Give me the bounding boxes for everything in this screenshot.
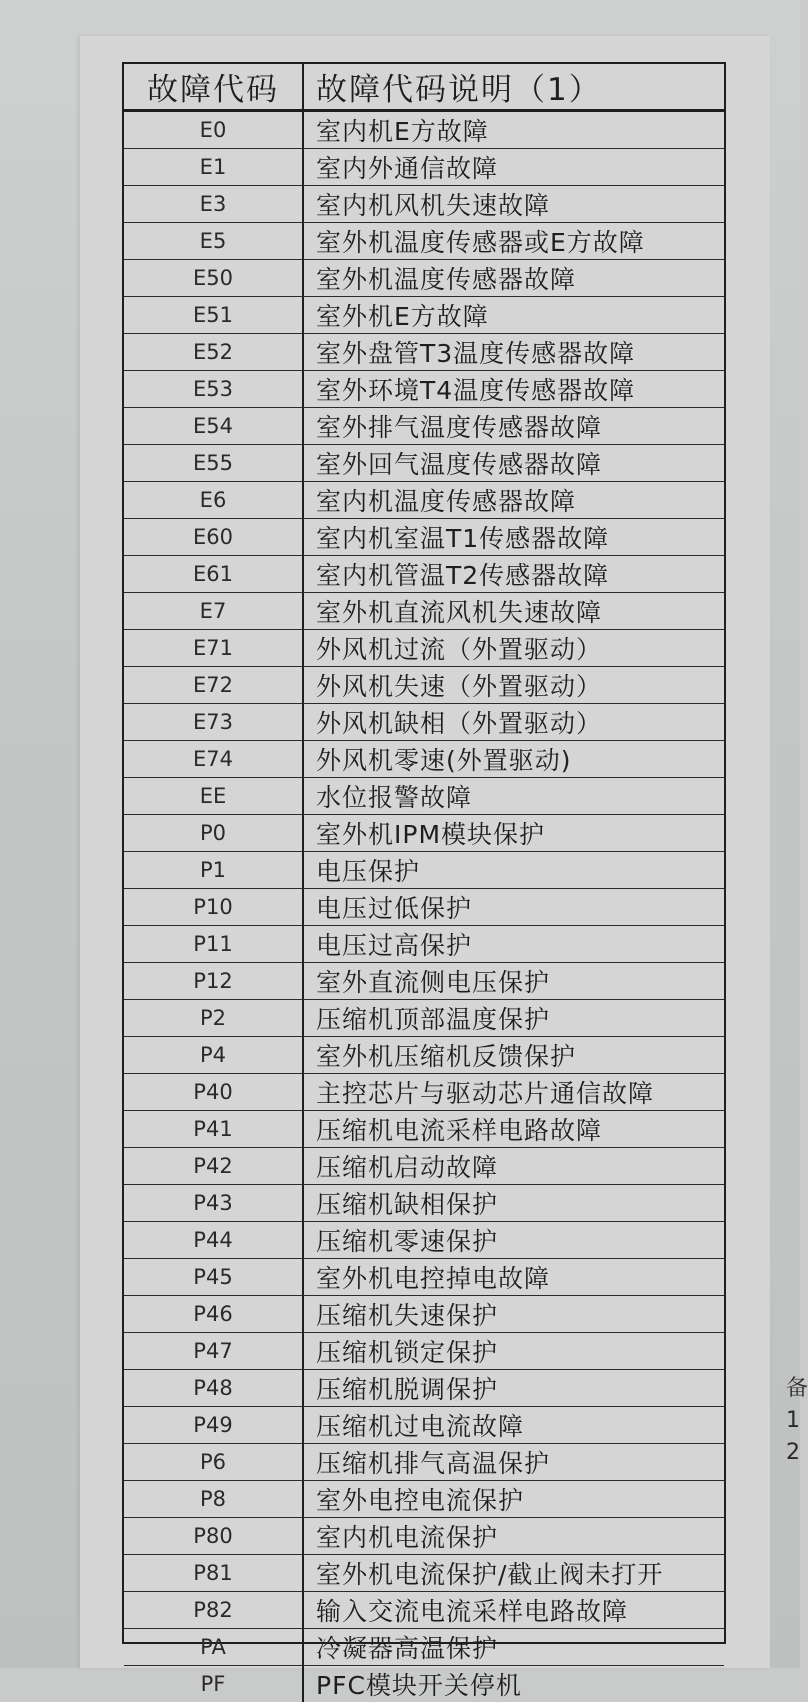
table-row xyxy=(124,1481,724,1518)
fault-code: E50 xyxy=(124,260,304,296)
fault-code: P47 xyxy=(124,1333,304,1369)
fault-code: P12 xyxy=(124,963,304,999)
table-row xyxy=(124,519,724,556)
table-row xyxy=(124,445,724,482)
header-code: 故障代码 xyxy=(124,64,304,109)
fault-code: E7 xyxy=(124,593,304,629)
fault-description: 压缩机脱调保护 xyxy=(316,1375,499,1404)
fault-code: E73 xyxy=(124,704,304,740)
fault-description: 压缩机零速保护 xyxy=(316,1227,499,1256)
table-row xyxy=(124,334,724,371)
fault-code-table xyxy=(122,62,726,1700)
fault-description: 室外机电控掉电故障 xyxy=(316,1264,551,1293)
fault-description: 室内机风机失速故障 xyxy=(316,191,551,220)
fault-description: PFC模块开关停机 xyxy=(316,1671,522,1700)
table-row xyxy=(124,1000,724,1037)
edge-fragment: 2 xyxy=(786,1440,800,1465)
fault-description: 外风机失速（外置驱动） xyxy=(316,672,603,701)
fault-code: P2 xyxy=(124,1000,304,1036)
fault-code: P46 xyxy=(124,1296,304,1332)
fault-description: 电压过高保护 xyxy=(316,931,473,960)
table-row xyxy=(124,112,724,149)
fault-description: 室外直流侧电压保护 xyxy=(316,968,551,997)
fault-description: 压缩机电流采样电路故障 xyxy=(316,1116,603,1145)
table-row xyxy=(124,149,724,186)
header-description: 故障代码说明（1） xyxy=(316,72,602,108)
fault-code: P1 xyxy=(124,852,304,888)
fault-code: P48 xyxy=(124,1370,304,1406)
fault-description: 室内机E方故障 xyxy=(316,117,489,146)
table-row xyxy=(124,1259,724,1296)
fault-code: P82 xyxy=(124,1592,304,1628)
fault-code: P8 xyxy=(124,1481,304,1517)
fault-description: 室外电控电流保护 xyxy=(316,1486,525,1515)
fault-code: P0 xyxy=(124,815,304,851)
fault-code: E72 xyxy=(124,667,304,703)
table-row xyxy=(124,1555,724,1592)
table-row xyxy=(124,667,724,704)
fault-code: E54 xyxy=(124,408,304,444)
fault-description: 室内机室温T1传感器故障 xyxy=(316,524,610,553)
table-row xyxy=(124,1111,724,1148)
fault-code: P11 xyxy=(124,926,304,962)
table-row xyxy=(124,1629,724,1666)
table-header xyxy=(124,64,724,112)
fault-code: E74 xyxy=(124,741,304,777)
table-row xyxy=(124,852,724,889)
fault-code: P42 xyxy=(124,1148,304,1184)
fault-description: 压缩机锁定保护 xyxy=(316,1338,499,1367)
fault-description: 室外回气温度传感器故障 xyxy=(316,450,603,479)
table-row xyxy=(124,926,724,963)
table-row xyxy=(124,1074,724,1111)
fault-code: P6 xyxy=(124,1444,304,1480)
table-row xyxy=(124,1370,724,1407)
table-row xyxy=(124,704,724,741)
fault-code: E0 xyxy=(124,112,304,148)
fault-description: 电压保护 xyxy=(316,857,421,886)
fault-description: 室内机管温T2传感器故障 xyxy=(316,561,610,590)
fault-code: E1 xyxy=(124,149,304,185)
fault-description: 压缩机失速保护 xyxy=(316,1301,499,1330)
fault-description: 室外机温度传感器或E方故障 xyxy=(316,228,645,257)
table-row xyxy=(124,1185,724,1222)
fault-description: 室外机温度传感器故障 xyxy=(316,265,577,294)
fault-code: P40 xyxy=(124,1074,304,1110)
table-row xyxy=(124,1592,724,1629)
fault-description: 压缩机顶部温度保护 xyxy=(316,1005,551,1034)
fault-description: 室内外通信故障 xyxy=(316,154,499,183)
table-row xyxy=(124,1518,724,1555)
fault-description: 室内机电流保护 xyxy=(316,1523,499,1552)
fault-description: 室外排气温度传感器故障 xyxy=(316,413,603,442)
fault-description: 外风机缺相（外置驱动） xyxy=(316,709,603,738)
table-row xyxy=(124,1148,724,1185)
fault-code: P10 xyxy=(124,889,304,925)
fault-code: E55 xyxy=(124,445,304,481)
table-row xyxy=(124,889,724,926)
fault-description: 室内机温度传感器故障 xyxy=(316,487,577,516)
fault-code: P44 xyxy=(124,1222,304,1258)
table-row xyxy=(124,186,724,223)
fault-description: 室外盘管T3温度传感器故障 xyxy=(316,339,636,368)
fault-code: P45 xyxy=(124,1259,304,1295)
fault-code: P81 xyxy=(124,1555,304,1591)
table-row xyxy=(124,963,724,1000)
fault-code: E3 xyxy=(124,186,304,222)
edge-fragment: 1 xyxy=(786,1408,800,1433)
table-row xyxy=(124,1407,724,1444)
table-row xyxy=(124,1666,724,1702)
table-row xyxy=(124,223,724,260)
fault-code: P4 xyxy=(124,1037,304,1073)
table-row xyxy=(124,593,724,630)
fault-description: 压缩机排气高温保护 xyxy=(316,1449,551,1478)
fault-description: 压缩机缺相保护 xyxy=(316,1190,499,1219)
fault-description: 室外机电流保护/截止阀未打开 xyxy=(316,1560,664,1589)
fault-description: 室外环境T4温度传感器故障 xyxy=(316,376,636,405)
table-row xyxy=(124,408,724,445)
table-row xyxy=(124,778,724,815)
table-row xyxy=(124,297,724,334)
fault-code: PA xyxy=(124,1629,304,1665)
fault-description: 主控芯片与驱动芯片通信故障 xyxy=(316,1079,655,1108)
fault-code: E51 xyxy=(124,297,304,333)
table-row xyxy=(124,1444,724,1481)
table-row xyxy=(124,1296,724,1333)
fault-description: 压缩机启动故障 xyxy=(316,1153,499,1182)
fault-description: 水位报警故障 xyxy=(316,783,473,812)
fault-code: E6 xyxy=(124,482,304,518)
fault-description: 室外机压缩机反馈保护 xyxy=(316,1042,577,1071)
fault-code: E60 xyxy=(124,519,304,555)
table-row xyxy=(124,741,724,778)
fault-code: E5 xyxy=(124,223,304,259)
table-row xyxy=(124,815,724,852)
fault-description: 电压过低保护 xyxy=(316,894,473,923)
fault-code: E61 xyxy=(124,556,304,592)
table-row xyxy=(124,260,724,297)
table-row xyxy=(124,371,724,408)
fault-code: P41 xyxy=(124,1111,304,1147)
table-row xyxy=(124,1222,724,1259)
fault-code: EE xyxy=(124,778,304,814)
table-row xyxy=(124,1333,724,1370)
fault-description: 外风机过流（外置驱动） xyxy=(316,635,603,664)
fault-code: E52 xyxy=(124,334,304,370)
table-row xyxy=(124,1037,724,1074)
table-row xyxy=(124,556,724,593)
fault-code: P80 xyxy=(124,1518,304,1554)
fault-code: E53 xyxy=(124,371,304,407)
fault-description: 输入交流电流采样电路故障 xyxy=(316,1597,629,1626)
fault-description: 室外机直流风机失速故障 xyxy=(316,598,603,627)
fault-code: P43 xyxy=(124,1185,304,1221)
fault-description: 压缩机过电流故障 xyxy=(316,1412,525,1441)
fault-description: 外风机零速(外置驱动) xyxy=(316,746,572,775)
edge-fragment: 备 xyxy=(786,1376,808,1401)
fault-code: E71 xyxy=(124,630,304,666)
table-row xyxy=(124,630,724,667)
fault-code: P49 xyxy=(124,1407,304,1443)
fault-code: PF xyxy=(124,1666,304,1702)
fault-description: 冷凝器高温保护 xyxy=(316,1634,499,1663)
fault-description: 室外机E方故障 xyxy=(316,302,489,331)
fault-description: 室外机IPM模块保护 xyxy=(316,820,546,849)
table-row xyxy=(124,482,724,519)
